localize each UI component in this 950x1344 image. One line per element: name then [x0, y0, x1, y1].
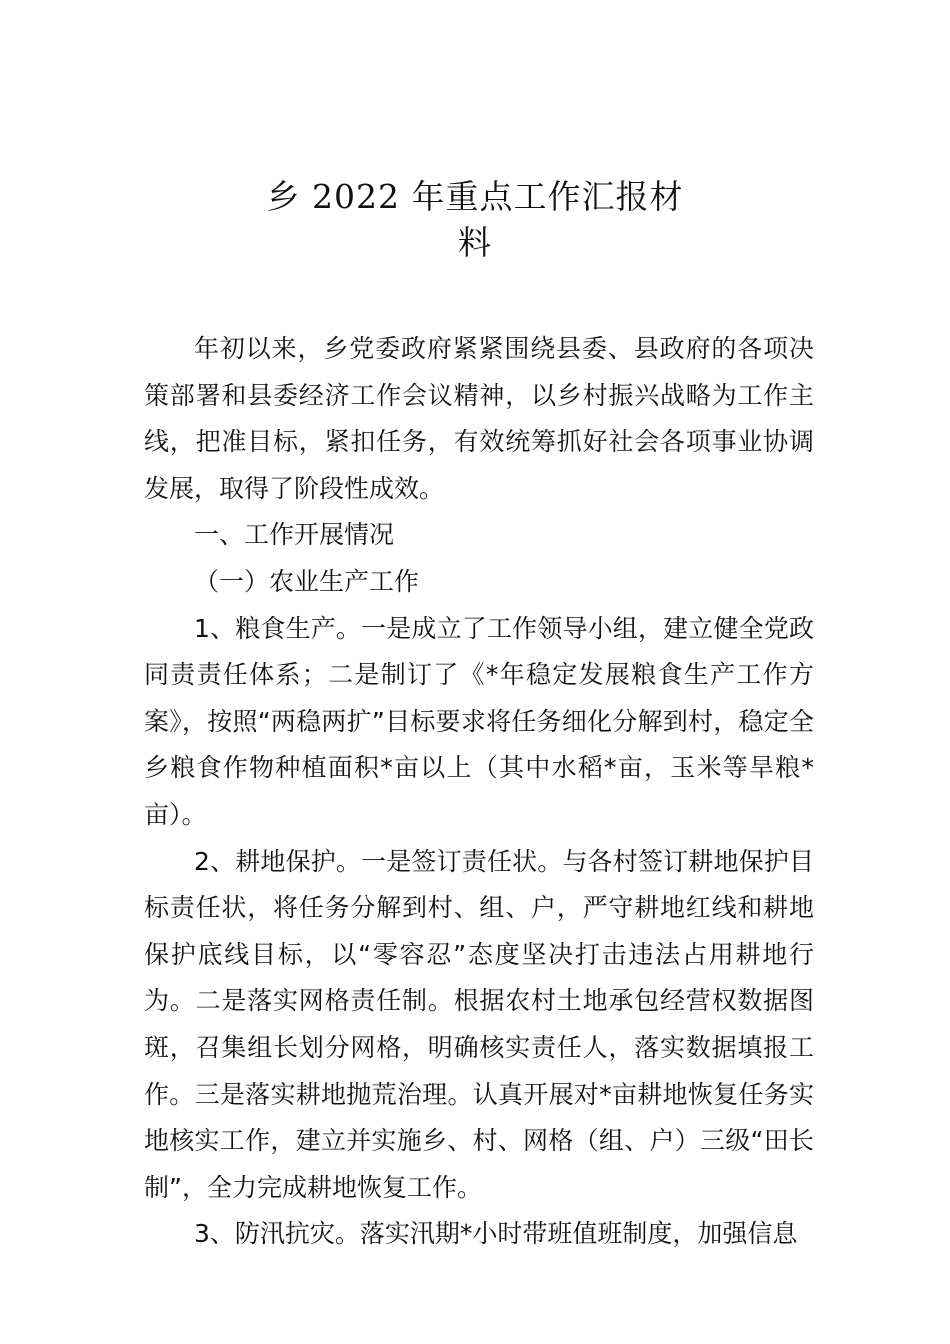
paragraph-farmland-protection: 2、耕地保护。一是签订责任状。与各村签订耕地保护目标责任状，将任务分解到村、组、户，严守耕地红线和耕地保护底线目标，以“零容忍”态度坚决打击违法占用耕地行为。二是落实网格责任制。根据农村土地承包经营权数据图斑，召集组长划分网格，明确核实责任人，落实数据填报工作。三是落实耕地抛荒治理。认真开展对*亩耕地恢复任务实地核实工作，建立并实施乡、村、网格（组、户）三级“田长制”，全力完成耕地恢复工作。: [144, 846, 814, 1202]
title-line-1: 乡 2022 年重点工作汇报材: [266, 177, 684, 216]
document-title: [200, 174, 750, 266]
section-heading: 一、工作开展情况: [194, 520, 395, 550]
document-body: [144, 326, 814, 1258]
paragraph-flood-control: 3、防汛抗灾。落实汛期*小时带班值班制度，加强信息: [194, 1219, 798, 1249]
subsection-heading: （一）农业生产工作: [194, 566, 420, 596]
paragraph-grain-production: 1、粮食生产。一是成立了工作领导小组，建立健全党政同责责任体系；二是制订了《*年稳定发展粮食生产工作方案》，按照“两稳两扩”目标要求将任务细化分解到村，稳定全乡粮食作物种植面积*亩以上（其中水稻*亩，玉米等旱粮*亩）。: [144, 613, 814, 829]
title-line-2: 料: [458, 223, 492, 262]
paragraph-intro: 年初以来，乡党委政府紧紧围绕县委、县政府的各项决策部署和县委经济工作会议精神，以乡村振兴战略为工作主线，把准目标，紧扣任务，有效统筹抓好社会各项事业协调发展，取得了阶段性成效。: [144, 334, 814, 503]
